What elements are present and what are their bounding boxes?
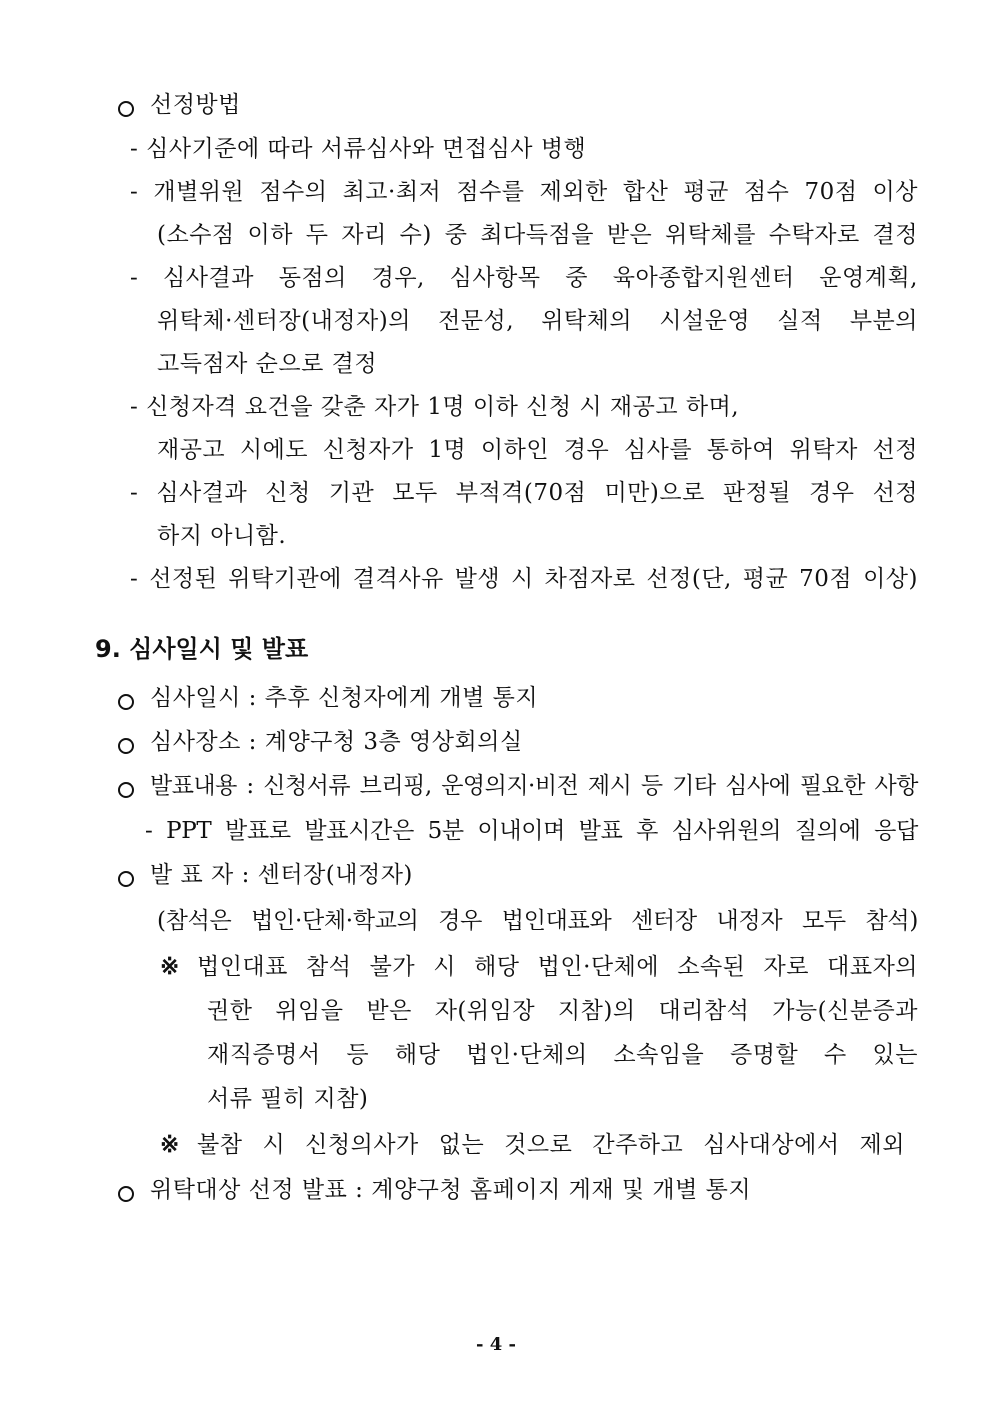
method-item: (소수점 이하 두 자리 수) 중 최다득점을 받은 위탁체를 수탁자로 결정 (157, 222, 918, 248)
bullet-circle-icon (118, 1186, 134, 1202)
presenter-note: (참석은 법인·단체·학교의 경우 법인대표와 센터장 내정자 모두 참석) (157, 908, 918, 934)
note-line: 불참 시 신청의사가 없는 것으로 간주하고 심사대상에서 제외 (197, 1132, 905, 1158)
method-item: - 심사결과 신청 기관 모두 부적격(70점 미만)으로 판정될 경우 선정 (130, 480, 918, 506)
bullet-circle-icon (118, 871, 134, 887)
method-item: 위탁체·센터장(내정자)의 전문성, 위탁체의 시설운영 실적 부분의 (157, 308, 918, 334)
content-item: 발표내용 : 신청서류 브리핑, 운영의지·비전 제시 등 기타 심사에 필요한 사항 (150, 773, 918, 799)
content-sub-item: - PPT 발표로 발표시간은 5분 이내이며 발표 후 심사위원의 질의에 응답 (145, 818, 918, 844)
bullet-circle-icon (118, 101, 134, 117)
method-item: 재공고 시에도 신청자가 1명 이하인 경우 심사를 통하여 위탁자 선정 (157, 437, 918, 463)
note-line: 서류 필히 지참) (207, 1086, 369, 1112)
note-mark: ※ (160, 953, 180, 980)
page-number: - 4 - (476, 1334, 516, 1355)
note-mark: ※ (160, 1131, 180, 1158)
note-line: 재직증명서 등 해당 법인·단체의 소속임을 증명할 수 있는 (207, 1042, 918, 1068)
bullet-circle-icon (118, 694, 134, 710)
place-item: 심사장소 : 계양구청 3층 영상회의실 (150, 729, 523, 755)
announcement-item: 위탁대상 선정 발표 : 계양구청 홈페이지 게재 및 개별 통지 (150, 1177, 752, 1203)
method-item: - 선정된 위탁기관에 결격사유 발생 시 차점자로 선정(단, 평균 70점 이상) (130, 566, 918, 592)
method-item: 고득점자 순으로 결정 (157, 351, 378, 377)
note-line: 권한 위임을 받은 자(위임장 지참)의 대리참석 가능(신분증과 (207, 998, 918, 1024)
method-item: 하지 아니함. (157, 523, 287, 549)
method-title: 선정방법 (150, 92, 241, 118)
section-heading: 9. 심사일시 및 발표 (95, 635, 309, 663)
method-item: - 심사기준에 따라 서류심사와 면접심사 병행 (130, 136, 587, 162)
method-item: - 개별위원 점수의 최고·최저 점수를 제외한 합산 평균 점수 70점 이상 (130, 179, 918, 205)
bullet-circle-icon (118, 738, 134, 754)
schedule-item: 심사일시 : 추후 신청자에게 개별 통지 (150, 685, 539, 711)
note-line: 법인대표 참석 불가 시 해당 법인·단체에 소속된 자로 대표자의 (197, 954, 918, 980)
method-item: - 심사결과 동점의 경우, 심사항목 중 육아종합지원센터 운영계획, (130, 265, 918, 291)
method-item: - 신청자격 요건을 갖춘 자가 1명 이하 신청 시 재공고 하며, (130, 394, 740, 420)
presenter-item: 발 표 자 : 센터장(내정자) (150, 862, 413, 888)
bullet-circle-icon (118, 782, 134, 798)
